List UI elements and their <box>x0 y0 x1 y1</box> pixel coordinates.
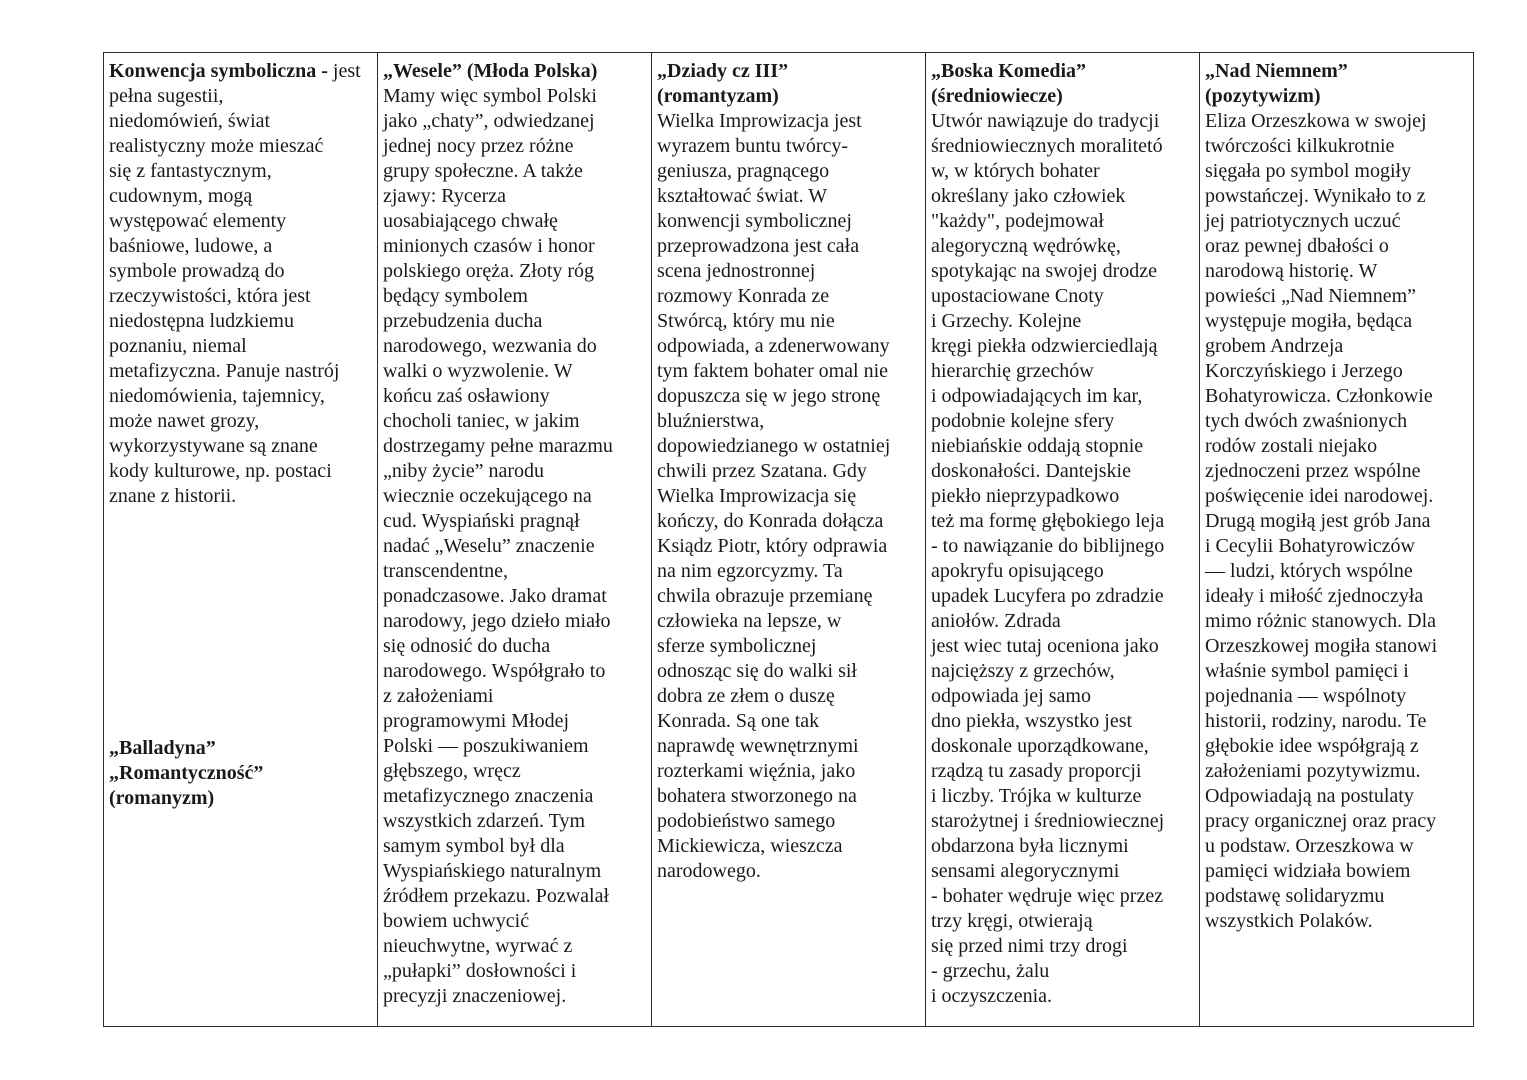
cell-boska-komedia <box>926 53 1200 1027</box>
cell-nad-niemnem <box>1200 53 1474 1027</box>
cell-bottom-heading: „Balladyna” „Romantyczność” (romanyzm) <box>109 737 264 809</box>
cell-text: Utwór nawiązuje do tradycji średniowiecznych moralitetó w, w których bohater określany jako człowiek "każdy", podejmował alegoryczną wędrówkę, spotykając na swojej drodze upostaciowane Cnoty i Grzechy. Kolejne kręgi piekła odzwierciedlają hierarchię grzechów i odpowiadających im kar, podobnie kolejne sfery niebiańskie oddają stopnie doskonałości. Dantejskie piekło nieprzypadkowo też ma formę głębokiego leja - to nawiązanie do biblijnego apokryfu opisującego upadek Lucyfera po zdradzie aniołów. Zdrada jest wiec tutaj oceniona jako najcięższy z grzechów, odpowiada jej samo dno piekła, wszystko jest doskonale uporządkowane, rządzą tu zasady proporcji i liczby. Trójka w kulturze starożytnej i średniowiecznej obdarzona była licznymi sensami alegorycznymi - bohater wędruje więc przez trzy kręgi, otwierają się przed nimi trzy drogi - grzechu, żalu i oczyszczenia. <box>931 110 1165 1007</box>
cell-wesele <box>378 53 652 1027</box>
cell-heading: „Wesele” (Młoda Polska) <box>383 60 598 82</box>
cell-text: Mamy więc symbol Polski jako „chaty”, odwiedzanej jednej nocy przez różne grupy społeczne. A także zjawy: Rycerza uosabiającego chwałę minionych czasów i honor polskiego oręża. Złoty róg będący symbolem przebudzenia ducha narodowego, wezwania do walki o wyzwolenie. W końcu zaś osławiony chocholi taniec, w jakim dostrzegamy pełne marazmu „niby życie” narodu wiecznie oczekującego na cud. Wyspiański pragnął nadać „Weselu” znaczenie transcendentne, ponadczasowe. Jako dramat narodowy, jego dzieło miało się odnosić do ducha narodowego. Współgrało to z założeniami programowymi Młodej Polski — poszukiwaniem głębszego, wręcz metafizycznego znaczenia wszystkich zdarzeń. Tym samym symbol był dla Wyspiańskiego naturalnym źródłem przekazu. Pozwalał bowiem uchwycić nieuchwytne, wyrwać z „pułapki” dosłowności i precyzji znaczeniowej. <box>383 85 613 1007</box>
cell-text: jest pełna sugestii, niedomówień, świat realistyczny może mieszać się z fantastycznym, cudownym, mogą występować elementy baśniowe, ludowe, a symbole prowadzą do rzeczywistości, która jest niedostępna ludzkiemu poznaniu, niemal metafizyczna. Panuje nastrój niedomówienia, tajemnicy, może nawet grozy, wykorzystywane są znane kody kulturowe, np. postaci znane z historii. <box>109 60 361 507</box>
cell-heading: „Boska Komedia” (średniowiecze) <box>931 60 1087 107</box>
cell-dziady <box>652 53 926 1027</box>
cell-text: Wielka Improwizacja jest wyrazem buntu twórcy- geniusza, pragnącego kształtować świat. W konwencji symbolicznej przeprowadzona jest cała scena jednostronnej rozmowy Konrada ze Stwórcą, który mu nie odpowiada, a zdenerwowany tym faktem bohater omal nie dopuszcza się w jego stronę bluźnierstwa, dopowiedzianego w ostatniej chwili przez Szatana. Gdy Wielka Improwizacja się kończy, do Konrada dołącza Ksiądz Piotr, który odprawia na nim egzorcyzmy. Ta chwila obrazuje przemianę człowieka na lepsze, w sferze symbolicznej odnosząc się do walki sił dobra ze złem o duszę Konrada. Są one tak naprawdę wewnętrznymi rozterkami więźnia, jako bohatera stworzonego na podobieństwo samego Mickiewicza, wieszcza narodowego. <box>657 110 891 882</box>
cell-heading: „Nad Niemnem” (pozytywizm) <box>1205 60 1348 107</box>
cell-heading: „Dziady cz III” (romantyzam) <box>657 60 789 107</box>
comparison-table <box>103 52 1474 1027</box>
cell-heading: Konwencja symboliczna - <box>109 60 328 82</box>
cell-symbolic-convention <box>104 53 378 1027</box>
table-row <box>104 53 1474 1027</box>
cell-text: Eliza Orzeszkowa w swojej twórczości kilkukrotnie sięgała po symbol mogiły powstańczej. Wynikało to z jej patriotycznych uczuć oraz pewnej dbałości o narodową historię. W powieści „Nad Niemnem” występuje mogiła, będąca grobem Andrzeja Korczyńskiego i Jerzego Bohatyrowicza. Członkowie tych dwóch zwaśnionych rodów zostali niejako zjednoczeni przez wspólne poświęcenie idei narodowej. Drugą mogiłą jest grób Jana i Cecylii Bohatyrowiczów — ludzi, których wspólne ideały i miłość zjednoczyła mimo różnic stanowych. Dla Orzeszkowej mogiła stanowi właśnie symbol pamięci i pojednania — wspólnoty historii, rodziny, narodu. Te głębokie idee współgrają z założeniami pozytywizmu. Odpowiadają na postulaty pracy organicznej oraz pracy u podstaw. Orzeszkowa w pamięci widziała bowiem podstawę solidaryzmu wszystkich Polaków. <box>1205 110 1438 932</box>
